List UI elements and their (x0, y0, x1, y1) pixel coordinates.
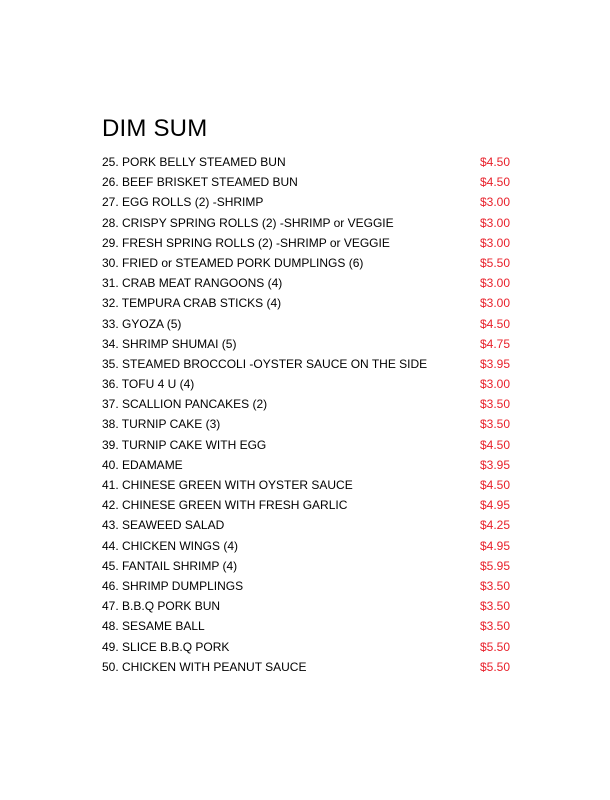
item-price: $5.50 (480, 659, 511, 674)
menu-item (102, 213, 512, 233)
item-name: 36. TOFU 4 U (4) (102, 377, 195, 392)
item-price: $4.50 (480, 478, 511, 492)
menu-item (102, 475, 512, 495)
item-price: $4.50 (480, 437, 511, 452)
item-name: 48. SESAME BALL (102, 619, 205, 634)
item-price: $3.00 (480, 276, 511, 291)
item-price: $5.50 (480, 255, 511, 270)
item-price: $3.00 (480, 215, 511, 230)
item-name: 39. TURNIP CAKE WITH EGG (102, 437, 267, 452)
item-name: 37. SCALLION PANCAKES (2) (102, 397, 268, 412)
item-name: 34. SHRIMP SHUMAI (5) (102, 336, 237, 351)
menu-item (102, 354, 512, 374)
item-name: 41. CHINESE GREEN WITH OYSTER SAUCE (102, 478, 353, 492)
item-name: 25. PORK BELLY STEAMED BUN (102, 155, 286, 169)
item-name: 47. B.B.Q PORK BUN (102, 599, 221, 614)
menu-item (102, 314, 512, 334)
item-price: $5.95 (480, 558, 511, 573)
item-name: 42. CHINESE GREEN WITH FRESH GARLIC (102, 498, 348, 513)
item-price: $4.95 (480, 498, 511, 513)
menu-item (102, 637, 512, 657)
item-name: 33. GYOZA (5) (102, 316, 182, 331)
menu-item (102, 435, 512, 455)
item-price: $4.50 (480, 175, 511, 190)
menu-item (102, 273, 512, 293)
item-price: $3.50 (480, 397, 511, 412)
item-name: 43. SEAWEED SALAD (102, 518, 225, 533)
item-price: $4.50 (480, 155, 511, 169)
menu-item (102, 536, 512, 556)
item-name: 35. STEAMED BROCCOLI -OYSTER SAUCE ON THE SIDE (102, 356, 428, 371)
menu-item (102, 596, 512, 616)
item-name: 32. TEMPURA CRAB STICKS (4) (102, 296, 282, 311)
item-name: 31. CRAB MEAT RANGOONS (4) (102, 276, 283, 291)
item-price: $3.50 (480, 417, 511, 432)
menu-list (102, 152, 512, 677)
item-name: 40. EDAMAME (102, 457, 183, 472)
menu-item (102, 657, 512, 677)
menu-item (102, 192, 512, 212)
item-price: $3.00 (480, 377, 511, 392)
menu-item (102, 152, 512, 172)
menu-item (102, 495, 512, 515)
menu-item (102, 414, 512, 434)
menu-item (102, 455, 512, 475)
menu-item (102, 616, 512, 636)
item-price: $3.50 (480, 619, 511, 634)
item-name: 44. CHICKEN WINGS (4) (102, 538, 239, 553)
item-price: $5.50 (480, 639, 511, 654)
item-price: $4.25 (480, 518, 511, 533)
item-price: $3.00 (480, 296, 511, 311)
menu-item (102, 293, 512, 313)
menu-item (102, 233, 512, 253)
menu-item (102, 374, 512, 394)
item-price: $3.00 (480, 235, 511, 250)
item-price: $4.50 (480, 316, 511, 331)
section-title: DIM SUM (102, 115, 208, 142)
menu-item (102, 576, 512, 596)
menu-item (102, 253, 512, 273)
item-name: 49. SLICE B.B.Q PORK (102, 639, 230, 654)
item-price: $3.00 (480, 195, 511, 210)
item-name: 26. BEEF BRISKET STEAMED BUN (102, 175, 298, 190)
menu-item (102, 172, 512, 192)
item-name: 38. TURNIP CAKE (3) (102, 417, 221, 432)
item-name: 28. CRISPY SPRING ROLLS (2) -SHRIMP or VEGGIE (102, 215, 394, 230)
item-name: 27. EGG ROLLS (2) -SHRIMP (102, 195, 264, 210)
item-price: $4.95 (480, 538, 511, 553)
menu-item (102, 394, 512, 414)
item-name: 45. FANTAIL SHRIMP (4) (102, 558, 238, 573)
item-name: 50. CHICKEN WITH PEANUT SAUCE (102, 659, 307, 674)
item-price: $4.75 (480, 336, 511, 351)
menu-item (102, 556, 512, 576)
item-name: 30. FRIED or STEAMED PORK DUMPLINGS (6) (102, 255, 364, 270)
item-price: $3.95 (480, 457, 511, 472)
item-name: 29. FRESH SPRING ROLLS (2) -SHRIMP or VEGGIE (102, 235, 390, 250)
item-price: $3.50 (480, 578, 511, 593)
item-price: $3.95 (480, 356, 511, 371)
menu-item (102, 515, 512, 535)
item-name: 46. SHRIMP DUMPLINGS (102, 578, 244, 593)
item-price: $3.50 (480, 599, 511, 614)
menu-item (102, 334, 512, 354)
